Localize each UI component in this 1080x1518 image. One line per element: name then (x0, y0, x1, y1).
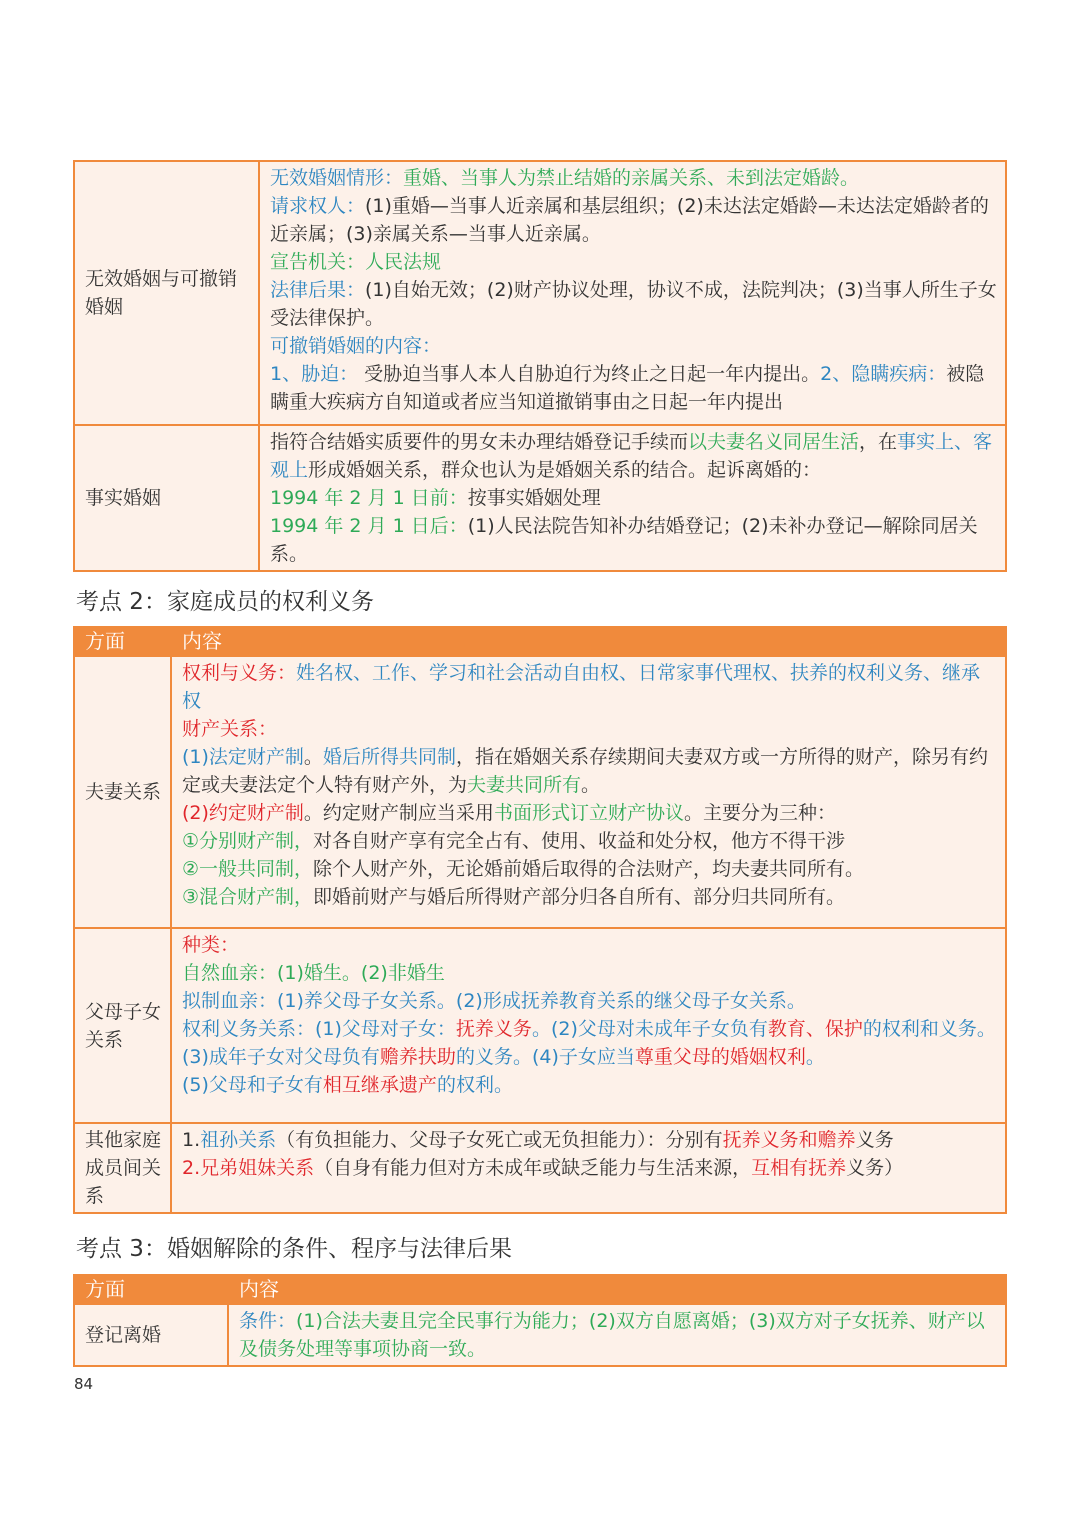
content-line (182, 1126, 997, 1154)
content-line (270, 428, 997, 484)
content-line (182, 743, 997, 799)
text-segment: 事实上、客观上 (270, 431, 993, 481)
text-segment: 除个人财产外，无论婚前婚后取得的合法财产，均夫妻共同所有。 (313, 858, 865, 880)
text-segment: 。 (805, 1046, 825, 1068)
row-label: 事实婚姻 (74, 425, 259, 571)
text-segment: 1. (182, 1129, 201, 1151)
content-line (182, 1071, 997, 1099)
content-line (270, 164, 997, 192)
text-segment: 义务 (855, 1129, 894, 1151)
row-content (171, 1123, 1006, 1213)
text-segment: 2、隐瞒疾病： (820, 363, 947, 385)
text-segment: 书面形式订立财产协议 (493, 802, 684, 824)
table-family-rights (73, 626, 1007, 1214)
text-segment: ，在 (859, 431, 898, 453)
page-number: 84 (74, 1375, 94, 1393)
text-segment: 。约定财产制应当采用 (303, 802, 494, 824)
content-line (182, 959, 997, 987)
text-segment: 相互继承遗产 (322, 1074, 437, 1096)
text-segment: 宣告机关： (270, 251, 366, 273)
table-marriage-validity (73, 160, 1007, 572)
text-segment: 尊重父母的婚姻权利 (634, 1046, 806, 1068)
text-segment: 1、胁迫： (270, 363, 359, 385)
text-segment: 财产关系： (182, 718, 278, 740)
section-heading-2: 考点 2：家庭成员的权利义务 (76, 589, 374, 615)
table-row (74, 161, 1006, 425)
text-segment: 以夫妻名义同居生活 (688, 431, 860, 453)
content-line (182, 931, 997, 959)
text-segment: 即婚前财产与婚后所得财产部分归各自所有、部分归共同所有。 (313, 886, 846, 908)
text-segment: 人民法规 (365, 251, 442, 273)
content-line (270, 248, 997, 276)
text-segment: 自然血亲：(1)婚生。(2)非婚生 (182, 962, 445, 984)
content-line (182, 1015, 997, 1071)
text-segment: 种类： (182, 934, 240, 956)
text-segment: 权利与义务： (182, 662, 297, 684)
table-row (74, 425, 1006, 571)
content-line (182, 987, 997, 1015)
content-line (270, 332, 997, 360)
text-segment: 夫妻共同所有 (467, 774, 582, 796)
content-line (270, 484, 997, 512)
text-segment: 2.兄弟姐妹关系 (182, 1157, 315, 1179)
text-segment: 。主要分为三种： (683, 802, 836, 824)
text-segment: 重婚、当事人为禁止结婚的亲属关系、未到法定婚龄。 (403, 167, 860, 189)
content-line (182, 855, 997, 883)
text-segment: 祖孙关系 (200, 1129, 277, 1151)
content-line (270, 192, 997, 248)
text-segment: 的义务。(4)子女应当 (455, 1046, 635, 1068)
text-segment: 受胁迫当事人本人自胁迫行为终止之日起一年内提出。 (358, 363, 821, 385)
text-segment: 1994 年 2 月 1 日前： (270, 487, 468, 509)
text-segment: 对各自财产享有完全占有、使用、收益和处分权，他方不得干涉 (313, 830, 846, 852)
content-line (182, 659, 997, 715)
text-segment: 无效婚姻情形： (270, 167, 404, 189)
text-segment: 的权利和义务。(3)成年子女对父母负有 (182, 1018, 996, 1068)
text-segment: 教育、保护 (767, 1018, 863, 1040)
table-row (74, 928, 1006, 1123)
text-segment: 。(2)父母对未成年子女负有 (531, 1018, 768, 1040)
text-segment: 按事实婚姻处理 (467, 487, 601, 509)
text-segment: 抚养义务 (455, 1018, 532, 1040)
text-segment: 。 (581, 774, 601, 796)
content-line (270, 276, 997, 332)
text-segment: （自身有能力但对方未成年或缺乏能力与生活来源， (314, 1157, 752, 1179)
text-segment: 法律后果： (270, 279, 366, 301)
text-segment: (1)法定财产制 (182, 746, 304, 768)
text-segment: (1)人民法院告知补办结婚登记；(2)未补办登记—解除同居关系。 (270, 515, 978, 565)
table-header (74, 1275, 1006, 1304)
content-line (182, 883, 997, 911)
text-segment: (1)自始无效；(2)财产协议处理，协议不成，法院判决；(3)当事人所生子女受法律保护。 (270, 279, 997, 329)
row-content (259, 425, 1006, 571)
content-line (239, 1307, 997, 1363)
row-content (228, 1304, 1006, 1366)
row-label: 其他家庭成员间关系 (74, 1123, 171, 1213)
text-segment: 被隐瞒重大疾病方自知道或者应当知道撤销事由之日起一年内提出 (270, 363, 985, 413)
table-row (74, 1304, 1006, 1366)
table-divorce (73, 1274, 1007, 1367)
text-segment: ，指在婚姻关系存续期间夫妻双方或一方所得的财产，除另有约定或夫妻法定个人特有财产外，为 (182, 746, 988, 796)
text-segment: 1994 年 2 月 1 日后： (270, 515, 468, 537)
text-segment: 姓名权、工作、学习和社会活动自由权、日常家事代理权、扶养的权利义务、继承权 (182, 662, 981, 712)
header-col-aspect: 方面 (74, 1275, 228, 1304)
row-label: 夫妻关系 (74, 656, 171, 928)
table-row (74, 1123, 1006, 1213)
content-line (182, 715, 997, 743)
row-label: 登记离婚 (74, 1304, 228, 1366)
row-label: 父母子女关系 (74, 928, 171, 1123)
content-line (270, 512, 997, 568)
row-content (171, 928, 1006, 1123)
table-header (74, 627, 1006, 656)
header-col-aspect: 方面 (74, 627, 171, 656)
text-segment: 形成婚姻关系，群众也认为是婚姻关系的结合。起诉离婚的： (308, 459, 822, 481)
text-segment: 义务） (846, 1157, 904, 1179)
text-segment: （有负担能力、父母子女死亡或无负担能力）：分别有 (276, 1129, 723, 1151)
content-line (270, 360, 997, 416)
text-segment: 。 (303, 746, 323, 768)
text-segment: 抚养义务和赡养 (722, 1129, 856, 1151)
row-content (259, 161, 1006, 425)
text-segment: 指符合结婚实质要件的男女未办理结婚登记手续而 (270, 431, 689, 453)
text-segment: 权利义务关系：(1)父母对子女： (182, 1018, 456, 1040)
content-line (182, 799, 997, 827)
content-line (182, 1154, 997, 1182)
text-segment: 条件： (239, 1310, 297, 1332)
text-segment: 可撤销婚姻的内容： (270, 335, 442, 357)
text-segment: 的权利。 (436, 1074, 513, 1096)
text-segment: (2)约定财产制 (182, 802, 304, 824)
text-segment: ②一般共同制， (182, 858, 314, 880)
text-segment: (5)父母和子女有 (182, 1074, 323, 1096)
text-segment: ①分别财产制， (182, 830, 314, 852)
text-segment: 互相有抚养 (751, 1157, 847, 1179)
text-segment: 请求权人： (270, 195, 366, 217)
text-segment: 婚后所得共同制 (322, 746, 456, 768)
row-content (171, 656, 1006, 928)
text-segment: (1)合法夫妻且完全民事行为能力；(2)双方自愿离婚；(3)双方对子女抚养、财产以及债务处理等事项协商一致。 (239, 1310, 985, 1360)
text-segment: 赡养扶助 (379, 1046, 456, 1068)
text-segment: (1)重婚—当事人近亲属和基层组织；(2)未达法定婚龄—未达法定婚龄者的近亲属；(3)亲属关系—当事人近亲属。 (270, 195, 989, 245)
section-heading-3: 考点 3：婚姻解除的条件、程序与法律后果 (76, 1236, 512, 1262)
header-col-content: 内容 (171, 627, 1006, 656)
text-segment: 拟制血亲：(1)养父母子女关系。(2)形成抚养教育关系的继父母子女关系。 (182, 990, 806, 1012)
text-segment: ③混合财产制， (182, 886, 314, 908)
table-row (74, 656, 1006, 928)
content-line (182, 827, 997, 855)
header-col-content: 内容 (228, 1275, 1006, 1304)
row-label: 无效婚姻与可撤销婚姻 (74, 161, 259, 425)
